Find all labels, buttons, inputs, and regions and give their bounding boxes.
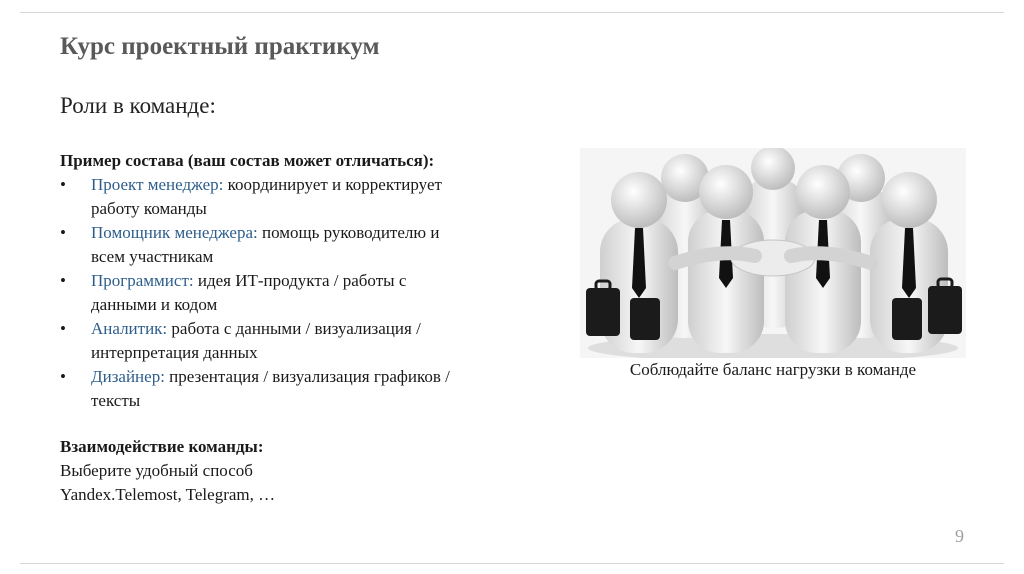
slide-title: Курс проектный практикум [60, 33, 380, 60]
page-number: 9 [955, 526, 964, 546]
role-name: Аналитик: [91, 319, 168, 338]
role-name: Помощник менеджера: [91, 223, 258, 242]
role-desc: помощь руководителю и [257, 223, 440, 242]
bullet: • [60, 175, 66, 194]
role-item-designer [60, 365, 540, 413]
role-desc-cont: интерпретация данных [91, 343, 258, 362]
top-divider [20, 12, 1004, 13]
bullet: • [60, 319, 66, 338]
image-caption: Соблюдайте баланс нагрузки в команде [629, 360, 917, 379]
composition-heading: Пример состава (ваш состав может отличаться): [60, 151, 435, 170]
bullet: • [60, 223, 66, 242]
slide-subtitle: Роли в команде: [60, 93, 216, 118]
team-illustration [580, 148, 966, 358]
role-name: Дизайнер: [91, 367, 165, 386]
role-desc-cont: тексты [91, 391, 141, 410]
role-item-analyst [60, 317, 540, 365]
role-name: Проект менеджер: [91, 175, 224, 194]
role-desc: работа с данными / визуализация / [167, 319, 421, 338]
role-desc-cont: работу команды [91, 199, 207, 218]
role-desc: координирует и корректирует [223, 175, 442, 194]
roles-block [60, 149, 540, 413]
interaction-heading: Взаимодействие команды: [60, 437, 264, 456]
role-desc: презентация / визуализация графиков / [164, 367, 450, 386]
interaction-text: Выберите удобный способ [60, 461, 253, 480]
bullet: • [60, 367, 66, 386]
role-desc-cont: всем участникам [91, 247, 214, 266]
role-desc-cont: данными и кодом [91, 295, 218, 314]
role-name: Программист: [91, 271, 194, 290]
bottom-divider [20, 563, 1004, 564]
interaction-tools: Yandex.Telemost, Telegram, … [60, 485, 276, 504]
interaction-block [60, 435, 275, 507]
roles-list [60, 173, 540, 413]
bullet: • [60, 271, 66, 290]
role-item-project-manager [60, 173, 540, 221]
role-item-programmer [60, 269, 540, 317]
role-desc: идея ИТ-продукта / работы с [193, 271, 407, 290]
team-handshake-icon [580, 148, 966, 358]
role-item-assistant-manager [60, 221, 540, 269]
